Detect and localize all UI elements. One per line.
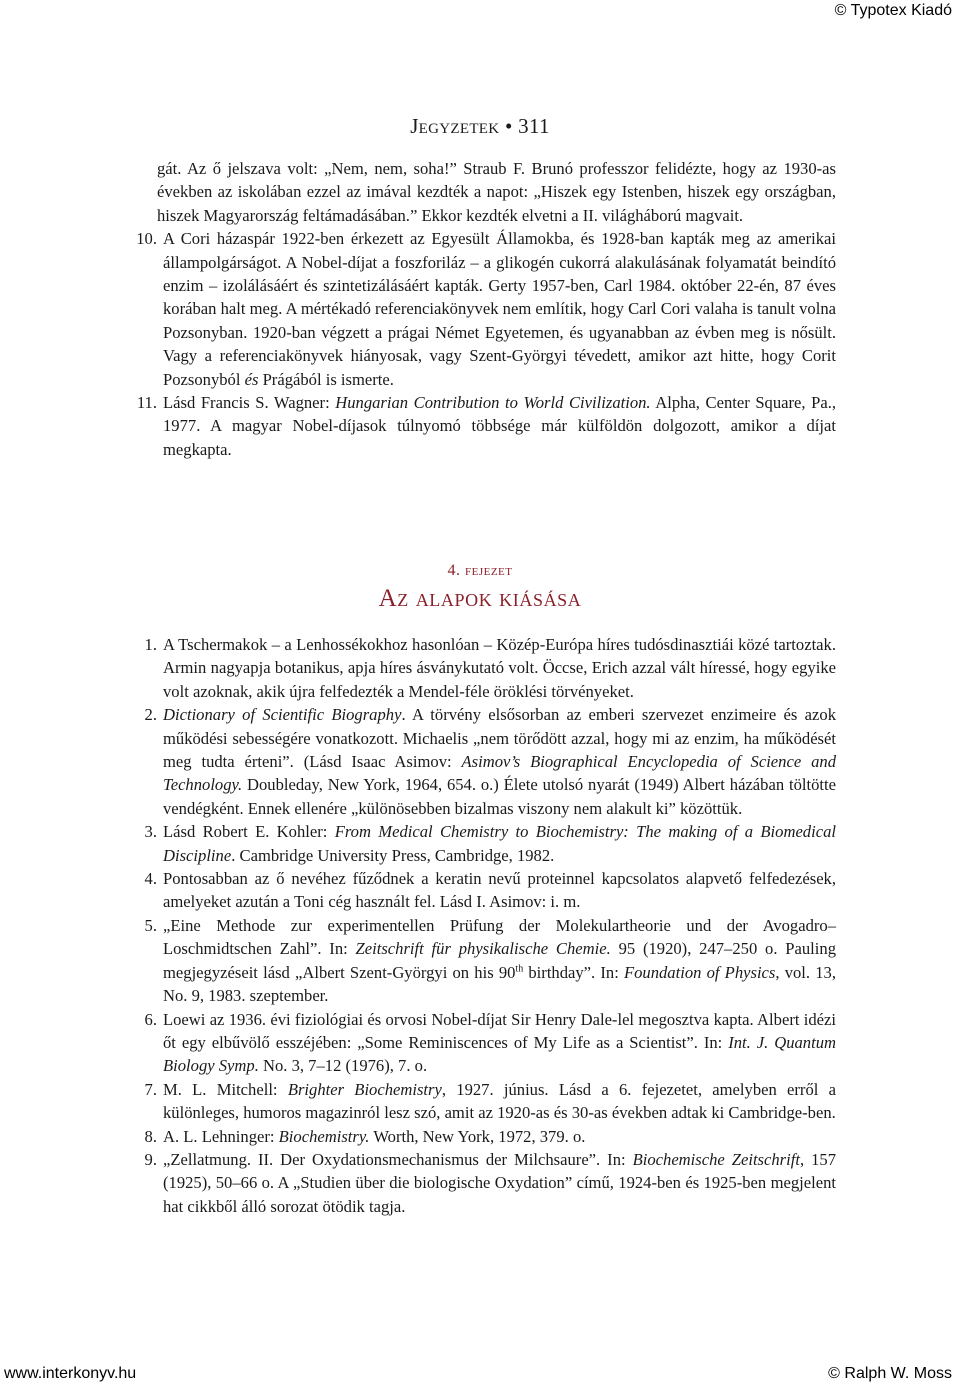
note-11 bbox=[120, 391, 836, 461]
header-title: Jegyzetek bbox=[410, 114, 500, 138]
note-text-italic: Foundation of Physics bbox=[623, 962, 776, 982]
note-number: 7. bbox=[144, 1079, 157, 1099]
note-6 bbox=[120, 1008, 836, 1078]
page-number: 311 bbox=[518, 114, 550, 138]
note-10 bbox=[120, 227, 836, 391]
note-text-italic: és bbox=[244, 369, 259, 389]
note-text bbox=[157, 1078, 836, 1125]
note-8 bbox=[120, 1125, 836, 1148]
note-text-part: A Cori házaspár 1922-ben érkezett az Egyesült Államokba, és 1928-ban kapták meg az amerikai állampolgárságot. A Nobel-díjat a foszforiláz – a glikogén cukorrá alakulásának folyamatát beindító enzim – izolálásáért és szintetizálásáért kapták. Gerty 1957-ben, Carl 1984. október 22-én, 87 éves korában halt meg. A mértékadó referenciakönyvek nem említik, hogy Carl Cori valaha is tanult volna Pozsonyban. 1920-ban végzett a prágai Német Egyetemen, és ugyanabban az évben meg is nősült. Vagy a referenciakönyvek hiányosak, vagy Szent-Györgyi tévedett, amikor azt hitte, hogy Corit Pozsonyból bbox=[163, 229, 836, 389]
note-text-part: „Zellatmung. II. Der Oxydationsmechanismus der Milchsaure”. In: bbox=[163, 1149, 633, 1169]
chapter-title: Az alapok kiásása bbox=[378, 585, 582, 612]
note-text-part: Worth, New York, 1972, 379. o. bbox=[369, 1126, 586, 1146]
note-text-part: , 1927. június. Lásd a 6. fejezetet, amelyben erről a különleges, humoros magazinról lesz szó, amit az 1920-as és 30-as években adtak ki Cambridge-ben. bbox=[163, 1079, 836, 1123]
note-text-part: birthday”. In: bbox=[523, 962, 624, 982]
note-number: 4. bbox=[144, 869, 157, 889]
note-text-part: Prágából is ismerte. bbox=[258, 369, 394, 389]
note-number: 8. bbox=[144, 1126, 157, 1146]
note-text-italic: Biochemistry. bbox=[278, 1126, 370, 1146]
publisher-copyright: © Typotex Kiadó bbox=[834, 2, 952, 19]
note-text-italic: Hungarian Contribution to World Civilization. bbox=[335, 393, 651, 413]
note-text bbox=[157, 391, 836, 461]
note-4 bbox=[120, 867, 836, 914]
running-header bbox=[0, 114, 960, 139]
author-copyright: © Ralph W. Moss bbox=[828, 1365, 952, 1382]
note-number: 2. bbox=[144, 705, 157, 725]
note-text bbox=[157, 227, 836, 391]
note-text-part: No. 3, 7–12 (1976), 7. o. bbox=[258, 1056, 428, 1076]
note-9 bbox=[120, 1148, 836, 1218]
note-text-italic: Asimov’s Biographical Encyclopedia of Science and Technology. bbox=[163, 752, 836, 795]
note-text bbox=[157, 703, 836, 820]
note-text-part: . Cambridge University Press, Cambridge, 1982. bbox=[231, 845, 555, 865]
note-text-part: , vol. 13, No. 9, 1983. szeptember. bbox=[163, 962, 836, 1006]
note-2 bbox=[120, 703, 836, 820]
note-number: 5. bbox=[144, 915, 157, 935]
note-text-part: Doubleday, New York, 1964, 654. o.) Élete utolsó nyarát (1949) Albert házában töltötte vendégként. Ennek ellenére „különösebben bizalmas viszony nem alakult ki” közöttük. bbox=[163, 775, 836, 818]
note-text: A Tschermakok – a Lenhossékokhoz hasonlóan – Közép-Európa híres tudósdinasztiái közé tartoztak. Armin nagyapja botanikus, apja híres ásványkutató volt. Öccse, Erich azzal vált híressé, hogy egyike volt azoknak, akik újra felfedezték a Mendel-féle öröklési törvényeket. bbox=[163, 635, 836, 701]
note-text bbox=[157, 914, 836, 1008]
notes-chapter-4 bbox=[120, 633, 836, 1218]
note-5 bbox=[120, 914, 836, 1008]
note-text bbox=[157, 1125, 836, 1148]
continued-note bbox=[120, 157, 836, 227]
note-text-italic: Int. J. Quantum Biology Symp. bbox=[163, 1032, 836, 1076]
note-text-italic: Brighter Biochemistry bbox=[287, 1079, 442, 1099]
note-text bbox=[157, 1008, 836, 1078]
note-text-italic: Zeitschrift für physikalische Chemie. bbox=[355, 939, 611, 959]
note-text-italic: Dictionary of Scientific Biography bbox=[163, 705, 402, 725]
superscript: th bbox=[515, 963, 524, 975]
note-text-part: „Eine Methode zur experimentellen Prüfung der Molekulartheorie und der Avogadro–Loschmidtschen Zahl”. In: bbox=[163, 915, 836, 959]
website-link[interactable]: www.interkonyv.hu bbox=[4, 1365, 137, 1382]
note-number: 11. bbox=[136, 393, 157, 413]
note-3 bbox=[120, 820, 836, 867]
note-text bbox=[157, 820, 836, 867]
continued-note-text: gát. Az ő jelszava volt: „Nem, nem, soha!” Straub F. Brunó professzor felidézte, hogy az 1930-as években az iskolában ezzel az imával kezdték a napot: „Hiszek egy Istenben, hiszek egy országban, hiszek Magyarország feltámadásában.” Ekkor kezdték elvetni a II. világháború magvait. bbox=[157, 159, 836, 225]
note-text-part: , 157 (1925), 50–66 o. A „Studien über die biologische Oxydation” című, 1924-ben és 1925-ben megjelent hat cikkből álló sorozat ötödik tagja. bbox=[163, 1149, 836, 1216]
note-text-part: Alpha, Center Square, Pa., 1977. A magyar Nobel-díjasok túlnyomó többsége már külföldön dolgozott, amikor a díjat megkapta. bbox=[163, 393, 837, 459]
header-bullet: • bbox=[504, 114, 513, 138]
note-7 bbox=[120, 1078, 836, 1125]
note-text: Pontosabban az ő nevéhez fűződnek a keratin nevű proteinnel kapcsolatos alapvető felfedezések, amelyeket azután a Toni cég használt fel. Lásd I. Asimov: i. m. bbox=[163, 869, 836, 912]
note-1 bbox=[120, 633, 836, 703]
notes-previous-chapter bbox=[120, 157, 836, 461]
note-text-part: 95 (1920), 247–250 o. Pauling megjegyzéseit lásd „Albert Szent-Györgyi on his 90 bbox=[163, 939, 836, 982]
note-text bbox=[157, 1148, 836, 1218]
note-text-part: Loewi az 1936. évi fiziológiai és orvosi Nobel-díjat Sir Henry Dale-lel megosztva kapta. Albert idézi őt egy elbűvölő esszéjében: „Some Reminiscences of My Life as a Scientist”. In: bbox=[163, 1009, 836, 1052]
note-number: 9. bbox=[144, 1149, 157, 1169]
note-text-part: . A törvény elsősorban az emberi szervezet enzimeire és azok működési sebességére vonatkozott. Michaelis „nem törődött azzal, hogy mi az enzim, ha működését meg tudta érteni”. (Lásd Isaac Asimov: bbox=[163, 705, 836, 772]
note-number: 6. bbox=[144, 1009, 157, 1029]
note-text-part: Lásd Robert E. Kohler: bbox=[163, 822, 335, 842]
note-number: 3. bbox=[144, 822, 157, 842]
note-text-part: A. L. Lehninger: bbox=[163, 1126, 279, 1146]
chapter-number: 4. fejezet bbox=[447, 562, 513, 579]
note-number: 1. bbox=[144, 635, 157, 654]
note-text-part: M. L. Mitchell: bbox=[163, 1079, 288, 1099]
note-text-italic: Biochemische Zeitschrift bbox=[632, 1149, 800, 1169]
note-number: 10. bbox=[136, 229, 157, 249]
note-text-italic: From Medical Chemistry to Biochemistry: The making of a Biomedical Discipline bbox=[163, 822, 836, 865]
note-text-part: Lásd Francis S. Wagner: bbox=[163, 393, 336, 413]
